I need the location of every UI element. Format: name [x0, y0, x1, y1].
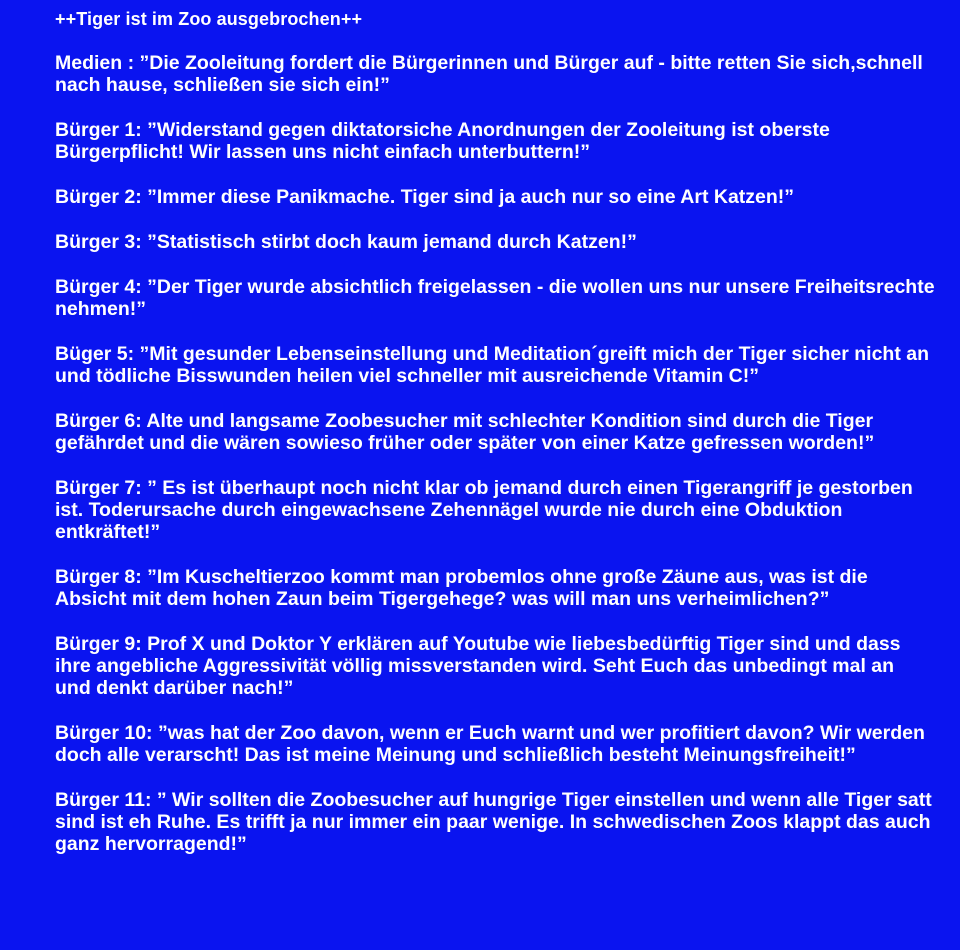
paragraph-text: ”was hat der Zoo davon, wenn er Euch warnt und wer profitiert davon? Wir werden doch alle verarscht! Das ist meine Meinung und schließlich besteht Meinungsfreiheit!”: [55, 722, 925, 766]
paragraph-medien: [55, 52, 935, 96]
paragraph-buerger-1: [55, 119, 935, 163]
paragraph-text: ”Der Tiger wurde absichtlich freigelassen - die wollen uns nur unsere Freiheitsrechte nehmen!”: [55, 276, 935, 320]
paragraph-text: ”Die Zooleitung fordert die Bürgerinnen und Bürger auf - bitte retten Sie sich,schnell nach hause, schließen sie sich ein!”: [55, 52, 923, 96]
paragraph-text: ”Widerstand gegen diktatorsiche Anordnungen der Zooleitung ist oberste Bürgerpflicht! Wir lassen uns nicht einfach unterbuttern!”: [55, 119, 830, 163]
speaker-label: Bürger 9:: [55, 633, 142, 655]
speaker-label: Bürger 1:: [55, 119, 142, 141]
paragraph-buerger-8: [55, 566, 935, 610]
paragraph-text: ” Wir sollten die Zoobesucher auf hungrige Tiger einstellen und wenn alle Tiger satt sind ist eh Ruhe. Es trifft ja nur immer ein paar wenige. In schwedischen Zoos klappt das auch ganz hervorragend!”: [55, 789, 932, 855]
speaker-label: Büger 5:: [55, 343, 135, 365]
paragraph-text: ”Im Kuscheltierzoo kommt man probemlos ohne große Zäune aus, was ist die Absicht mit dem hohen Zaun beim Tigergehege? was will man uns verheimlichen?”: [55, 566, 868, 610]
paragraph-buerger-11: [55, 789, 935, 855]
paragraph-buerger-6: [55, 410, 935, 454]
paragraph-buerger-4: [55, 276, 935, 320]
paragraph-buerger-7: [55, 477, 935, 543]
paragraph-text: Alte und langsame Zoobesucher mit schlechter Kondition sind durch die Tiger gefährdet und die wären sowieso früher oder später von einer Katze gefressen worden!”: [55, 410, 875, 454]
paragraph-buerger-5: [55, 343, 935, 387]
paragraph-buerger-3: [55, 231, 935, 253]
paragraph-text: Prof X und Doktor Y erklären auf Youtube wie liebesbedürftig Tiger sind und dass ihre angebliche Aggressivität völlig missverstanden wird. Seht Euch das unbedingt mal an und denkt darüber nach!”: [55, 633, 901, 699]
speaker-label: Bürger 7:: [55, 477, 142, 499]
paragraph-buerger-10: [55, 722, 935, 766]
paragraph-text: ”Statistisch stirbt doch kaum jemand durch Katzen!”: [141, 231, 637, 253]
speaker-label: Bürger 3:: [55, 231, 142, 253]
speaker-label: Bürger 10:: [55, 722, 153, 744]
speaker-label: Bürger 4:: [55, 276, 142, 298]
document-title: ++Tiger ist im Zoo ausgebrochen++: [55, 9, 363, 29]
paragraph-buerger-9: [55, 633, 935, 699]
speaker-label: Bürger 8:: [55, 566, 142, 588]
speaker-label: Bürger 2:: [55, 186, 142, 208]
paragraph-text: ”Immer diese Panikmache. Tiger sind ja auch nur so eine Art Katzen!”: [141, 186, 795, 208]
speaker-label: Bürger 11:: [55, 789, 152, 811]
speaker-label: Bürger 6:: [55, 410, 142, 432]
text-document: [55, 8, 935, 878]
paragraph-buerger-2: [55, 186, 935, 208]
paragraph-text: ”Mit gesunder Lebenseinstellung und Meditation´greift mich der Tiger sicher nicht an und tödliche Bisswunden heilen viel schneller mit ausreichende Vitamin C!”: [55, 343, 930, 387]
speaker-label: Medien :: [55, 52, 135, 74]
paragraph-text: ” Es ist überhaupt noch nicht klar ob jemand durch einen Tigerangriff je gestorben ist. Toderursache durch eingewachsene Zehennägel wurde nie durch eine Obduktion entkräftet!”: [55, 477, 913, 543]
